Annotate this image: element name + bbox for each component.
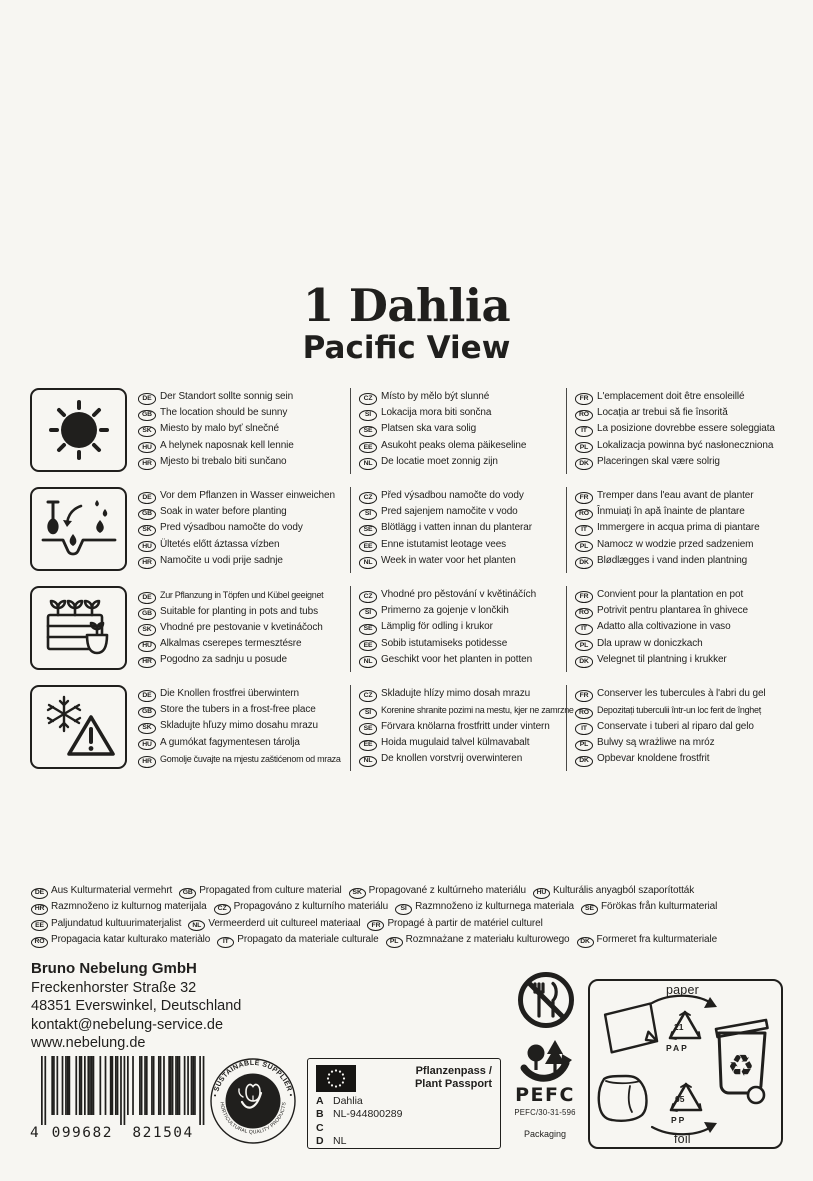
lang-badge-nl: NL <box>359 557 377 569</box>
lang-badge-fr: FR <box>575 591 593 603</box>
instruction-de <box>138 389 344 405</box>
instruction-text: Pred výsadbou namočte do vody <box>160 522 303 534</box>
propagation-text: Razmnoženo iz kulturnega materiala <box>415 901 574 913</box>
lang-badge-ee: EE <box>359 740 377 752</box>
company-city: 48351 Everswinkel, Deutschland <box>31 998 242 1015</box>
propagation-line <box>31 899 791 915</box>
ean-barcode <box>29 1055 211 1141</box>
lang-badge-ro: RO <box>575 608 593 620</box>
instruction-de <box>138 686 344 702</box>
instruction-text: Tremper dans l'eau avant de planter <box>597 490 754 501</box>
instruction-col <box>350 586 566 672</box>
lang-badge-it: IT <box>575 723 593 735</box>
lang-badge-se: SE <box>581 904 598 915</box>
lang-badge-sk: SK <box>138 624 156 636</box>
instruction-se <box>359 719 560 735</box>
instruction-col <box>136 685 350 771</box>
instruction-si <box>359 405 560 421</box>
soak-bulb-icon <box>30 487 127 571</box>
instruction-dk <box>575 652 802 668</box>
instruction-de <box>138 488 344 504</box>
instruction-text: Die Knollen frostfrei überwintern <box>160 688 299 699</box>
instruction-text: Vhodné pre pestovanie v kvetináčoch <box>160 622 323 634</box>
recycle-material-pap: PAP <box>666 1043 689 1053</box>
lang-badge-hr: HR <box>138 557 156 569</box>
instruction-ee <box>359 636 560 652</box>
instruction-dk <box>575 751 802 767</box>
propagation-hu <box>533 885 694 896</box>
instruction-text: Bulwy są wrażliwe na mróz <box>597 737 715 749</box>
lang-badge-gb: GB <box>138 608 156 620</box>
instruction-row-pots <box>30 586 808 672</box>
instruction-text: Lokalizacja powinna być nasłoneczniona <box>597 439 774 451</box>
recycle-code-21: 21 <box>674 1022 684 1032</box>
lang-badge-ee: EE <box>31 920 48 931</box>
lang-badge-pl: PL <box>386 937 403 948</box>
propagation-se <box>581 901 717 912</box>
instruction-ee <box>359 537 560 553</box>
sustainable-supplier-stamp <box>209 1057 297 1145</box>
instruction-hu <box>138 438 344 454</box>
instruction-text: Pogodno za sadnju u posude <box>160 654 287 666</box>
instruction-text: Alkalmas cserepes termesztésre <box>160 638 302 650</box>
lang-badge-pl: PL <box>575 740 593 752</box>
instruction-pl <box>575 636 802 652</box>
pefc-cert-number: PEFC/30-31-596 <box>514 1108 576 1117</box>
propagation-si <box>395 901 574 912</box>
pefc-packaging-label: Packaging <box>523 1129 567 1139</box>
instruction-text: Miesto by malo byť slnečné <box>160 423 279 435</box>
propagation-nl <box>188 918 360 929</box>
instruction-pl <box>575 735 802 751</box>
propagation-pl <box>386 934 570 945</box>
instruction-hr <box>138 652 344 668</box>
lang-badge-it: IT <box>575 525 593 537</box>
instruction-si <box>359 702 574 719</box>
propagation-line <box>31 916 791 932</box>
instruction-text: Hoida mugulaid talvel külmavabalt <box>381 737 530 749</box>
instruction-text: Vor dem Pflanzen in Wasser einweichen <box>160 490 335 501</box>
lang-badge-se: SE <box>359 426 377 438</box>
instruction-sk <box>138 520 344 536</box>
lang-badge-de: DE <box>138 592 156 604</box>
lang-badge-se: SE <box>359 624 377 636</box>
instruction-si <box>359 603 560 619</box>
lang-badge-hu: HU <box>138 641 156 653</box>
lang-badge-se: SE <box>359 525 377 537</box>
instruction-ro <box>575 603 802 619</box>
plant-passport-box <box>307 1058 501 1149</box>
instruction-text: Sobib istutamiseks potidesse <box>381 637 508 649</box>
lang-badge-fr: FR <box>575 492 593 504</box>
propagation-cz <box>214 901 388 912</box>
instruction-text: Conserver les tubercules à l'abri du gel <box>597 688 766 699</box>
lang-badge-dk: DK <box>575 557 593 569</box>
instruction-text: Potrivit pentru plantarea în ghivece <box>597 605 748 617</box>
propagation-text: Kulturális anyagból szaporították <box>552 885 695 896</box>
propagation-sk <box>349 885 526 896</box>
lang-badge-hu: HU <box>533 888 550 899</box>
lang-badge-hr: HR <box>138 756 156 768</box>
instruction-row-soak <box>30 487 808 573</box>
instruction-text: Immergere in acqua prima di piantare <box>597 522 760 534</box>
planter-pots-icon <box>30 586 127 670</box>
propagation-line <box>31 932 791 948</box>
instruction-text: Placeringen skal være solrig <box>597 455 720 467</box>
instruction-col <box>566 388 808 474</box>
instruction-text: Adatto alla coltivazione in vaso <box>597 621 731 633</box>
instruction-fr <box>575 587 802 603</box>
propagation-text: Propagé à partir de matériel culturel <box>387 917 543 929</box>
care-instructions <box>30 388 808 784</box>
not-for-consumption-icon <box>516 970 576 1030</box>
propagation-ee <box>31 918 181 929</box>
instruction-col <box>136 487 350 573</box>
lang-badge-ee: EE <box>359 640 377 652</box>
instruction-text: Namočite u vodi prije sadnje <box>160 554 283 566</box>
lang-badge-it: IT <box>217 937 234 948</box>
instruction-col <box>566 586 808 672</box>
instruction-text: Store the tubers in a frost-free place <box>160 704 316 716</box>
instruction-fr <box>575 686 802 702</box>
lang-badge-dk: DK <box>575 756 593 768</box>
instruction-sk <box>138 421 344 437</box>
lang-badge-hu: HU <box>138 739 156 751</box>
lang-badge-sk: SK <box>138 426 156 438</box>
lang-badge-sk: SK <box>349 888 366 899</box>
instruction-hu <box>138 735 344 751</box>
lang-badge-gb: GB <box>138 509 156 521</box>
company-name: Bruno Nebelung GmbH <box>31 960 197 977</box>
lang-badge-sk: SK <box>138 723 156 735</box>
lang-badge-hu: HU <box>138 541 156 553</box>
propagation-dk <box>577 934 718 945</box>
instruction-hr <box>138 454 344 470</box>
company-website: www.nebelung.de <box>31 1035 146 1052</box>
barcode-group2: 821504 <box>132 1125 194 1141</box>
instruction-row-frost <box>30 685 808 771</box>
lang-badge-si: SI <box>359 608 377 620</box>
propagation-text: Paljundatud kultuurimaterjalist <box>51 917 182 929</box>
lang-badge-de: DE <box>138 492 156 504</box>
propagation-text: Propagated from culture material <box>199 885 342 896</box>
instruction-dk <box>575 553 802 569</box>
instruction-text: Blötlägg i vatten innan du planterar <box>381 522 532 534</box>
waste-bin-icon <box>716 1020 768 1103</box>
instruction-text: De locatie moet zonnig zijn <box>381 455 498 467</box>
barcode-group1: 099682 <box>51 1125 113 1141</box>
instruction-text: Lokacija mora biti sončna <box>381 407 492 419</box>
instruction-sk <box>138 718 344 734</box>
instruction-gb <box>138 702 344 718</box>
propagation-de <box>31 885 172 896</box>
instruction-text: Skladujte hlízy mimo dosah mrazu <box>381 688 531 699</box>
propagation-fr <box>367 918 542 929</box>
lang-badge-cz: CZ <box>359 591 377 603</box>
lang-badge-de: DE <box>138 690 156 702</box>
recycle-code-05: 05 <box>675 1094 685 1104</box>
lang-badge-cz: CZ <box>359 393 377 405</box>
propagation-text: Propagacia katar kulturako materiàlo <box>51 933 211 945</box>
lang-badge-si: SI <box>359 509 377 521</box>
propagation-ro <box>31 934 210 945</box>
instruction-pl <box>575 438 802 454</box>
propagation-line <box>31 883 791 899</box>
lang-badge-cz: CZ <box>214 904 231 915</box>
instruction-cz <box>359 686 560 702</box>
lang-badge-dk: DK <box>577 937 594 948</box>
lang-badge-ro: RO <box>575 509 593 521</box>
lang-badge-ro: RO <box>575 708 593 720</box>
lang-badge-fr: FR <box>367 920 384 931</box>
lang-badge-cz: CZ <box>359 492 377 504</box>
lang-badge-hr: HR <box>31 904 48 915</box>
propagation-note <box>31 883 791 948</box>
instruction-text: Suitable for planting in pots and tubs <box>160 605 318 617</box>
instruction-text: De knollen vorstvrij overwinteren <box>381 753 523 765</box>
instruction-it <box>575 421 802 437</box>
instruction-se <box>359 421 560 437</box>
pefc-trees-icon <box>514 1036 576 1088</box>
lang-badge-nl: NL <box>188 920 205 931</box>
instruction-ro <box>575 405 802 421</box>
instruction-text: Mjesto bi trebalo biti sunčano <box>160 455 287 467</box>
instruction-text: Depozitați tuberculii într-un loc ferit de îngheț <box>597 705 761 716</box>
instruction-text: Conservate i tuberi al riparo dal gelo <box>597 721 754 733</box>
passport-row-b: B NL-944800289 <box>316 1108 403 1121</box>
lang-badge-hr: HR <box>138 657 156 669</box>
instruction-text: Skladujte hľuzy mimo dosahu mrazu <box>160 720 319 732</box>
foil-label: foil <box>674 1132 691 1146</box>
instruction-col <box>566 685 808 771</box>
instruction-text: Primerno za gojenje v lončkih <box>381 605 509 617</box>
lang-badge-hu: HU <box>138 442 156 454</box>
instruction-col <box>136 586 350 672</box>
instruction-gb <box>138 405 344 421</box>
instruction-col <box>566 487 808 573</box>
variety-name: Pacific View <box>302 329 511 366</box>
instruction-cz <box>359 389 560 405</box>
instruction-col <box>350 685 574 771</box>
instruction-text: Lämplig för odling i krukor <box>381 621 493 633</box>
company-block <box>31 960 241 1053</box>
propagation-text: Propagato da materiale culturale <box>237 933 379 945</box>
instruction-hr <box>138 751 344 768</box>
propagation-text: Förökas från kulturmaterial <box>600 901 718 913</box>
lang-badge-nl: NL <box>359 458 377 470</box>
sun-icon <box>30 388 127 472</box>
instruction-it <box>575 719 802 735</box>
lang-badge-gb: GB <box>138 707 156 719</box>
stamp-bottom-text: HORTICULTURAL QUALITY PRODUCTS <box>218 1101 288 1136</box>
instruction-text: Locația ar trebui să fie însorită <box>597 407 728 419</box>
instruction-pl <box>575 537 802 553</box>
propagation-text: Vermeerderd uit cultureel materiaal <box>208 917 361 929</box>
instruction-col <box>350 388 566 474</box>
instruction-nl <box>359 553 560 569</box>
instruction-hu <box>138 636 344 652</box>
instruction-si <box>359 504 560 520</box>
instruction-text: The location should be sunny <box>160 407 288 419</box>
propagation-gb <box>179 885 341 896</box>
propagation-text: Propagováno z kulturního materiálu <box>233 901 389 913</box>
propagation-text: Aus Kulturmaterial vermehrt <box>51 885 173 896</box>
lang-badge-se: SE <box>359 723 377 735</box>
lang-badge-ro: RO <box>575 410 593 422</box>
instruction-text: Blødlægges i vand inden plantning <box>597 554 748 566</box>
lang-badge-nl: NL <box>359 756 377 768</box>
instruction-text: Místo by mělo být slunné <box>381 391 490 402</box>
instruction-fr <box>575 488 802 504</box>
instruction-cz <box>359 587 560 603</box>
instruction-de <box>138 587 344 604</box>
instruction-text: L'emplacement doit être ensoleillé <box>597 391 745 402</box>
instruction-text: Zur Pflanzung in Töpfen und Kübel geeignet <box>160 590 324 600</box>
instruction-ro <box>575 504 802 520</box>
instruction-hu <box>138 537 344 553</box>
instruction-ee <box>359 438 560 454</box>
plant-passport-title: Pflanzenpass / Plant Passport <box>414 1065 492 1090</box>
instruction-col <box>136 388 350 474</box>
paper-label: paper <box>666 983 699 997</box>
instruction-text: Ültetés előtt áztassa vízben <box>160 538 280 550</box>
instruction-text: Înmuiați în apă înainte de plantare <box>597 506 745 518</box>
instruction-ee <box>359 735 560 751</box>
propagation-it <box>217 934 378 945</box>
lang-badge-pl: PL <box>575 442 593 454</box>
lang-badge-dk: DK <box>575 458 593 470</box>
lang-badge-pl: PL <box>575 640 593 652</box>
instruction-text: Vhodné pro pěstování v květináčích <box>381 589 537 600</box>
title-block <box>0 279 813 366</box>
pefc-wordmark: PEFC <box>515 1084 575 1106</box>
stamp-top-text: • SUSTAINABLE SUPPLIER • <box>212 1059 294 1098</box>
company-street: Freckenhorster Straße 32 <box>31 979 197 996</box>
instruction-row-sun <box>30 388 808 474</box>
instruction-text: Platsen ska vara solig <box>381 423 477 435</box>
instruction-text: A gumókat fagymentesen tárolja <box>160 736 300 748</box>
pefc-block <box>501 1036 589 1139</box>
lang-badge-it: IT <box>575 426 593 438</box>
instruction-se <box>359 619 560 635</box>
instruction-text: Před výsadbou namočte do vody <box>381 490 524 501</box>
lang-badge-ee: EE <box>359 541 377 553</box>
instruction-text: Soak in water before planting <box>160 506 287 518</box>
lang-badge-pl: PL <box>575 541 593 553</box>
instruction-text: Velegnet til plantning i krukker <box>597 653 727 665</box>
lang-badge-de: DE <box>31 888 48 899</box>
lang-badge-ee: EE <box>359 442 377 454</box>
propagation-text: Razmnoženo iz kulturnog materijala <box>51 901 207 913</box>
packaging-recycling-box <box>588 979 783 1149</box>
lang-badge-it: IT <box>575 624 593 636</box>
company-email: kontakt@nebelung-service.de <box>31 1016 224 1033</box>
instruction-text: Convient pour la plantation en pot <box>597 589 744 600</box>
passport-row-c: C <box>316 1121 324 1134</box>
lang-badge-ro: RO <box>31 937 48 948</box>
instruction-it <box>575 619 802 635</box>
frost-warning-icon <box>30 685 127 769</box>
instruction-nl <box>359 454 560 470</box>
instruction-dk <box>575 454 802 470</box>
lang-badge-gb: GB <box>138 410 156 422</box>
lang-badge-nl: NL <box>359 656 377 668</box>
instruction-gb <box>138 604 344 620</box>
propagation-hr <box>31 901 207 912</box>
lang-badge-sk: SK <box>138 525 156 537</box>
paper-sheet-icon <box>605 1003 658 1052</box>
instruction-text: La posizione dovrebbe essere soleggiata <box>597 423 775 435</box>
lang-badge-hr: HR <box>138 458 156 470</box>
product-count-and-name: 1 Dahlia <box>302 279 511 332</box>
passport-row-a: A Dahlia <box>316 1095 363 1107</box>
instruction-gb <box>138 504 344 520</box>
instruction-nl <box>359 751 560 767</box>
instruction-text: Opbevar knoldene frostfrit <box>597 753 710 765</box>
instruction-hr <box>138 553 344 569</box>
lang-badge-fr: FR <box>575 690 593 702</box>
lang-badge-fr: FR <box>575 393 593 405</box>
instruction-se <box>359 520 560 536</box>
instruction-text: Namocz w wodzie przed sadzeniem <box>597 538 754 550</box>
instruction-text: Pred sajenjem namočite v vodo <box>381 506 518 518</box>
svg-text:♻: ♻ <box>727 1049 755 1084</box>
instruction-col <box>350 487 566 573</box>
instruction-nl <box>359 652 560 668</box>
instruction-fr <box>575 389 802 405</box>
instruction-text: Gomolje čuvajte na mjestu zaštićenom od mraza <box>160 753 341 764</box>
lang-badge-si: SI <box>359 708 377 720</box>
lang-badge-dk: DK <box>575 656 593 668</box>
instruction-text: Der Standort sollte sonnig sein <box>160 391 294 402</box>
propagation-text: Propagované z kultúrneho materiálu <box>368 885 526 896</box>
barcode-lead-digit: 4 <box>30 1125 39 1141</box>
instruction-sk <box>138 620 344 636</box>
instruction-text: Dla upraw w doniczkach <box>597 637 703 649</box>
lang-badge-cz: CZ <box>359 690 377 702</box>
instruction-text: Förvara knölarna frostfritt under vintern <box>381 721 550 733</box>
lang-badge-de: DE <box>138 393 156 405</box>
instruction-text: Asukoht peaks olema päikeseline <box>381 439 527 451</box>
paper-arrow <box>652 996 714 1005</box>
lang-badge-gb: GB <box>179 888 196 899</box>
propagation-text: Formeret fra kulturmateriale <box>596 933 718 945</box>
eu-flag-icon <box>316 1065 356 1092</box>
lang-badge-si: SI <box>395 904 412 915</box>
instruction-text: Week in water voor het planten <box>381 554 516 566</box>
instruction-text: Geschikt voor het planten in potten <box>381 653 533 665</box>
lang-badge-si: SI <box>359 410 377 422</box>
instruction-text: Enne istutamist leotage vees <box>381 538 507 550</box>
instruction-text: Korenine shranite pozimi na mestu, kjer ne zamrzne <box>381 705 574 716</box>
instruction-ro <box>575 702 802 719</box>
propagation-text: Rozmnażane z materiału kulturowego <box>405 933 570 945</box>
instruction-text: A helynek naposnak kell lennie <box>160 439 294 451</box>
passport-row-d: D NL <box>316 1135 347 1148</box>
instruction-cz <box>359 488 560 504</box>
instruction-it <box>575 520 802 536</box>
recycle-material-pp: PP <box>671 1115 687 1125</box>
